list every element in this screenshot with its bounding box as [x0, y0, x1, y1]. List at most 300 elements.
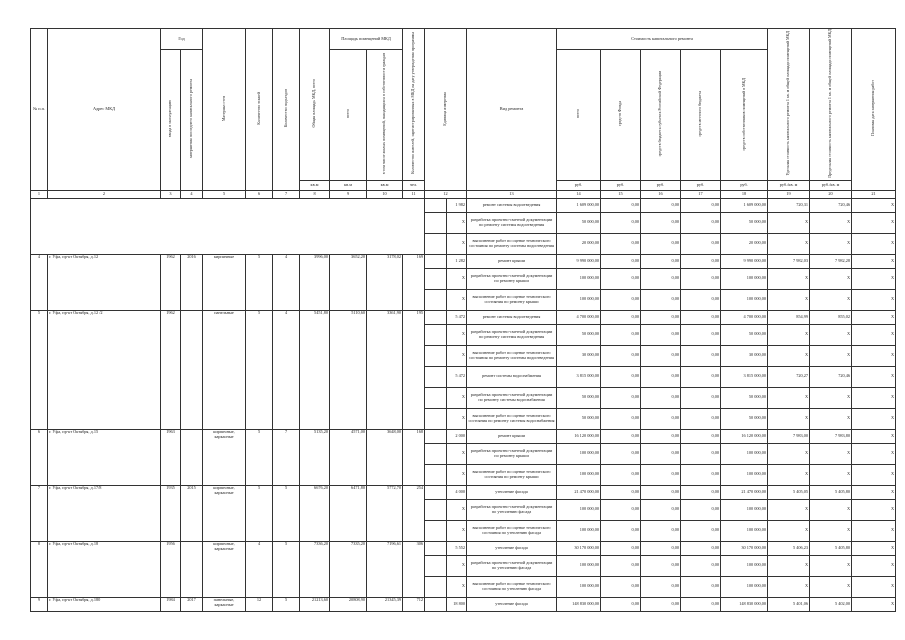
deadline: X	[852, 310, 896, 324]
cost-region: 0,00	[641, 268, 681, 289]
unit-cost: 7 983,00	[768, 429, 810, 443]
unit-cost: X	[768, 345, 810, 366]
blank-cell	[425, 254, 447, 268]
deadline: X	[852, 198, 896, 212]
deadline: X	[852, 408, 896, 429]
area-residential: 5772,70	[367, 485, 403, 541]
cost-fund: 0,00	[601, 387, 641, 408]
work-type: выполнение работ по оценке технического состояния по ремонту системы водоснабжения	[467, 408, 557, 429]
max-cost: X	[810, 499, 852, 520]
last-repair-year: 2017	[181, 597, 203, 611]
commissioning-year: 1963	[161, 429, 181, 485]
table-body	[31, 190, 896, 611]
cost-owners: 100 000,00	[721, 520, 768, 541]
unit-value: X	[447, 499, 467, 520]
unit-value: X	[447, 555, 467, 576]
cost-total: 100 000,00	[557, 268, 601, 289]
wall-material: панельные, каркасные	[203, 597, 246, 611]
cost-owners: 20 000,00	[721, 233, 768, 254]
cost-total: 100 000,00	[557, 443, 601, 464]
cost-local: 0,00	[681, 212, 721, 233]
header-area-group: Площадь помещений МКД	[330, 29, 403, 50]
cost-fund: 0,00	[601, 366, 641, 387]
blank-cell	[425, 324, 447, 345]
house-address: г. Уфа, пр-кт Октября, д.15	[48, 429, 161, 485]
cost-total: 16 120 000,00	[557, 429, 601, 443]
cost-total: 21 470 000,00	[557, 485, 601, 499]
header-cost-owners: средств собственников помещений в МКД	[721, 50, 768, 181]
deadline: X	[852, 212, 896, 233]
cost-owners: 100 000,00	[721, 576, 768, 597]
table-row	[31, 485, 896, 499]
unit-value: 5 472	[447, 366, 467, 387]
cost-fund: 0,00	[601, 408, 641, 429]
unit-cost: X	[768, 268, 810, 289]
cost-fund: 0,00	[601, 212, 641, 233]
header-year-group: Год	[161, 29, 203, 50]
cost-total: 50 000,00	[557, 408, 601, 429]
cost-local: 0,00	[681, 408, 721, 429]
cost-region: 0,00	[641, 233, 681, 254]
column-number: 9	[330, 190, 367, 198]
cost-region: 0,00	[641, 212, 681, 233]
column-number: 11	[403, 190, 425, 198]
cost-owners: 100 000,00	[721, 464, 768, 485]
cost-total: 100 000,00	[557, 576, 601, 597]
cost-local: 0,00	[681, 268, 721, 289]
unit-cost: 720,27	[768, 366, 810, 387]
work-type: разработка проектно-сметной документации по утеплению фасада	[467, 555, 557, 576]
entrances-count: 5	[273, 597, 300, 611]
area-total: 4571,00	[330, 429, 367, 485]
total-area: 6676,20	[300, 485, 330, 541]
blank-cell	[425, 555, 447, 576]
column-number: 6	[246, 190, 273, 198]
unit-sqm: кв.м	[367, 180, 403, 190]
unit-value: X	[447, 345, 467, 366]
header-cost-group: Стоимость капитального ремонта	[557, 29, 768, 50]
unit-cost: X	[768, 555, 810, 576]
cost-local: 0,00	[681, 541, 721, 555]
cost-region: 0,00	[641, 443, 681, 464]
commissioning-year: 1962	[161, 310, 181, 429]
max-cost: X	[810, 464, 852, 485]
blank-cell	[425, 541, 447, 555]
cost-fund: 0,00	[601, 268, 641, 289]
column-number: 14	[557, 190, 601, 198]
area-residential: 7196,61	[367, 541, 403, 597]
unit-cost: X	[768, 443, 810, 464]
column-number: 18	[721, 190, 768, 198]
header-cost-total: всего	[557, 50, 601, 181]
blank-cell	[425, 268, 447, 289]
column-number: 16	[641, 190, 681, 198]
cost-total: 100 000,00	[557, 289, 601, 310]
blank-cell	[425, 387, 447, 408]
max-cost: X	[810, 555, 852, 576]
capital-repair-table	[30, 28, 896, 612]
cost-local: 0,00	[681, 233, 721, 254]
column-number-row	[31, 190, 896, 198]
cost-owners: 30 000,00	[721, 345, 768, 366]
unit-value: X	[447, 443, 467, 464]
house-address: г. Уфа, пр-кт Октября, д.17/8	[48, 485, 161, 541]
unit-sqm: кв.м	[300, 180, 330, 190]
unit-value: 1 982	[447, 198, 467, 212]
cost-fund: 0,00	[601, 233, 641, 254]
cost-local: 0,00	[681, 310, 721, 324]
floors-count: 4	[246, 541, 273, 597]
cost-fund: 0,00	[601, 198, 641, 212]
last-repair-year: 2015	[181, 485, 203, 541]
cost-owners: 3 815 000,00	[721, 366, 768, 387]
work-type: выполнение работ по оценке технического состояния по ремонту крыши	[467, 464, 557, 485]
unit-value: 4 000	[447, 485, 467, 499]
cost-local: 0,00	[681, 520, 721, 541]
max-cost: 720,46	[810, 198, 852, 212]
cost-total: 30 000,00	[557, 345, 601, 366]
house-number: 6	[31, 429, 48, 485]
house-address: г. Уфа, пр-кт Октября, д.12 /2	[48, 310, 161, 429]
cost-local: 0,00	[681, 555, 721, 576]
cost-region: 0,00	[641, 555, 681, 576]
unit-value: X	[447, 289, 467, 310]
cost-owners: 30 170 000,00	[721, 541, 768, 555]
work-type: разработка проектно-сметной документации по ремонту системы водоотведения	[467, 324, 557, 345]
column-number: 10	[367, 190, 403, 198]
header-last-repair: завершения последнего капитального ремонта	[181, 50, 203, 191]
cost-region: 0,00	[641, 520, 681, 541]
cost-local: 0,00	[681, 254, 721, 268]
cost-total: 3 815 000,00	[557, 366, 601, 387]
house-number: 7	[31, 485, 48, 541]
blank-cell	[425, 597, 447, 611]
column-number: 3	[161, 190, 181, 198]
house-number: 4	[31, 254, 48, 310]
cost-local: 0,00	[681, 443, 721, 464]
max-cost: X	[810, 520, 852, 541]
max-cost: 7 982,28	[810, 254, 852, 268]
column-number: 2	[48, 190, 161, 198]
cost-region: 0,00	[641, 429, 681, 443]
wall-material: кирпичные, каркасные	[203, 429, 246, 485]
cost-total: 30 170 000,00	[557, 541, 601, 555]
header-entrances: Количество подъездов	[273, 29, 300, 191]
max-cost: 5 405,80	[810, 541, 852, 555]
deadline: X	[852, 366, 896, 387]
header-deadline: Плановая дата завершения работ	[852, 29, 896, 191]
header-commissioning: ввода в эксплуатацию	[161, 50, 181, 191]
unit-value: X	[447, 520, 467, 541]
header-address: Адрес МКД	[48, 29, 161, 191]
table-row	[31, 310, 896, 324]
cost-total: 20 000,00	[557, 233, 601, 254]
commissioning-year: 1984	[161, 597, 181, 611]
house-address: г. Уфа, пр-кт Октября, д.18	[48, 541, 161, 597]
deadline: X	[852, 443, 896, 464]
cost-total: 9 990 000,00	[557, 254, 601, 268]
cost-local: 0,00	[681, 597, 721, 611]
unit-people: чел.	[403, 180, 425, 190]
column-number: 12	[425, 190, 467, 198]
blank-cell	[425, 499, 447, 520]
wall-material: панельные	[203, 310, 246, 429]
cost-total: 50 000,00	[557, 324, 601, 345]
column-number: 5	[203, 190, 246, 198]
cost-region: 0,00	[641, 345, 681, 366]
blank-cell	[425, 443, 447, 464]
column-number: 7	[273, 190, 300, 198]
unit-value: 2 000	[447, 429, 467, 443]
column-number: 1	[31, 190, 48, 198]
column-number: 21	[852, 190, 896, 198]
cost-owners: 100 000,00	[721, 499, 768, 520]
area-residential: 3648,00	[367, 429, 403, 485]
deadline: X	[852, 345, 896, 366]
cost-total: 100 000,00	[557, 464, 601, 485]
unit-value: X	[447, 268, 467, 289]
header-units: Единица измерения	[425, 29, 467, 191]
table-row	[31, 198, 896, 212]
work-type: ремонт системы водоотведения	[467, 198, 557, 212]
cost-total: 50 000,00	[557, 387, 601, 408]
cost-region: 0,00	[641, 366, 681, 387]
cost-local: 0,00	[681, 499, 721, 520]
cost-region: 0,00	[641, 499, 681, 520]
max-cost: X	[810, 408, 852, 429]
last-repair-year	[181, 541, 203, 597]
blank-cell	[425, 198, 447, 212]
deadline: X	[852, 499, 896, 520]
cost-owners: 100 000,00	[721, 268, 768, 289]
deadline: X	[852, 268, 896, 289]
registered-count: 712	[403, 597, 425, 611]
cost-local: 0,00	[681, 464, 721, 485]
blank-cell	[425, 485, 447, 499]
max-cost: X	[810, 387, 852, 408]
header-wall-material: Материал стен	[203, 29, 246, 191]
blank-cell	[425, 233, 447, 254]
cost-owners: 50 000,00	[721, 408, 768, 429]
total-area: 5451,80	[300, 310, 330, 429]
unit-cost: X	[768, 387, 810, 408]
header-cost-region: средств бюджета субъекта Российской Федерации	[641, 50, 681, 181]
blank-cell	[425, 212, 447, 233]
unit-value: 5 472	[447, 310, 467, 324]
unit-cost: 854,99	[768, 310, 810, 324]
blank-cell	[425, 576, 447, 597]
unit-value: X	[447, 233, 467, 254]
unit-rub: руб.	[681, 180, 721, 190]
cost-fund: 0,00	[601, 555, 641, 576]
unit-cost: 720,31	[768, 198, 810, 212]
work-type: ремонт системы водоснабжения	[467, 366, 557, 387]
max-cost: X	[810, 324, 852, 345]
header-registered: Количество жителей, зарегистрированных в МКД на дату утверждения программы	[403, 29, 425, 181]
unit-sqm: кв.м	[330, 180, 367, 190]
wall-material: кирпичные, каркасные	[203, 541, 246, 597]
cost-local: 0,00	[681, 576, 721, 597]
max-cost: X	[810, 233, 852, 254]
house-address: г. Уфа, пр-кт Октября, д.180	[48, 597, 161, 611]
deadline: X	[852, 289, 896, 310]
unit-value: X	[447, 387, 467, 408]
column-number: 19	[768, 190, 810, 198]
deadline: X	[852, 485, 896, 499]
header-cost-local: средств местного бюджета	[681, 50, 721, 181]
unit-value: 5 552	[447, 541, 467, 555]
blank-cell	[425, 464, 447, 485]
header-cost-fund: средств Фонда	[601, 50, 641, 181]
last-repair-year: 2016	[181, 254, 203, 310]
max-cost: 7 983,80	[810, 429, 852, 443]
work-type: выполнение работ по оценке технического состояния по ремонту крыши	[467, 289, 557, 310]
floors-count: 5	[246, 254, 273, 310]
column-number: 15	[601, 190, 641, 198]
column-number: 4	[181, 190, 203, 198]
unit-cost: X	[768, 408, 810, 429]
max-cost: X	[810, 212, 852, 233]
cost-fund: 0,00	[601, 464, 641, 485]
cost-region: 0,00	[641, 485, 681, 499]
cost-region: 0,00	[641, 597, 681, 611]
blank-cell	[425, 345, 447, 366]
area-total: 7335,20	[330, 541, 367, 597]
deadline: X	[852, 254, 896, 268]
cost-owners: 4 700 000,00	[721, 310, 768, 324]
total-area: 3996,00	[300, 254, 330, 310]
work-type: разработка проектно-сметной документации по утеплению фасада	[467, 499, 557, 520]
deadline: X	[852, 576, 896, 597]
cost-local: 0,00	[681, 429, 721, 443]
entrances-count: 7	[273, 429, 300, 485]
deadline: X	[852, 555, 896, 576]
unit-cost: X	[768, 212, 810, 233]
unit-value: X	[447, 212, 467, 233]
cost-fund: 0,00	[601, 499, 641, 520]
total-area: 21213,60	[300, 597, 330, 611]
registered-count: 306	[403, 541, 425, 597]
blank-cell	[425, 408, 447, 429]
unit-value: 1 282	[447, 254, 467, 268]
cost-local: 0,00	[681, 366, 721, 387]
work-type: выполнение работ по оценке технического состояния по ремонту системы водоотведения	[467, 233, 557, 254]
max-cost: X	[810, 443, 852, 464]
registered-count: 169	[403, 254, 425, 310]
header-unit-cost: Удельная стоимость капитального ремонта 1 кв. м общей площади помещений МКД	[768, 29, 810, 181]
floors-count: 5	[246, 429, 273, 485]
deadline: X	[852, 324, 896, 345]
unit-cost: 5 401,06	[768, 597, 810, 611]
work-type: разработка проектно-сметной документации по ремонту крыши	[467, 268, 557, 289]
cost-region: 0,00	[641, 576, 681, 597]
deadline: X	[852, 541, 896, 555]
header-area-total: всего	[330, 50, 367, 181]
header-total-area: Общая площадь МКД, всего	[300, 29, 330, 181]
cost-region: 0,00	[641, 254, 681, 268]
cost-owners: 16 120 000,00	[721, 429, 768, 443]
max-cost: 855,02	[810, 310, 852, 324]
unit-cost: X	[768, 520, 810, 541]
cost-fund: 0,00	[601, 443, 641, 464]
cost-region: 0,00	[641, 198, 681, 212]
work-type: утепление фасада	[467, 541, 557, 555]
blank-cell	[31, 198, 425, 254]
deadline: X	[852, 429, 896, 443]
header-work-type: Вид ремонта	[467, 29, 557, 191]
blank-cell	[425, 429, 447, 443]
unit-rub-sqm: руб./кв. м	[768, 180, 810, 190]
max-cost: 5 402,00	[810, 597, 852, 611]
cost-owners: 1 609 000,00	[721, 198, 768, 212]
column-number: 20	[810, 190, 852, 198]
entrances-count: 5	[273, 541, 300, 597]
area-total: 20808,90	[330, 597, 367, 611]
total-area: 7336,20	[300, 541, 330, 597]
wall-material: кирпичные, каркасные	[203, 485, 246, 541]
work-type: утепление фасада	[467, 597, 557, 611]
cost-owners: 50 000,00	[721, 212, 768, 233]
cost-owners: 100 000,00	[721, 289, 768, 310]
column-number: 13	[467, 190, 557, 198]
area-total: 5110,60	[330, 310, 367, 429]
max-cost: X	[810, 289, 852, 310]
max-cost: X	[810, 345, 852, 366]
cost-owners: 50 000,00	[721, 324, 768, 345]
cost-total: 100 000,00	[557, 520, 601, 541]
cost-fund: 0,00	[601, 289, 641, 310]
area-residential: 3178,02	[367, 254, 403, 310]
unit-cost: X	[768, 324, 810, 345]
deadline: X	[852, 233, 896, 254]
unit-value: X	[447, 408, 467, 429]
house-number: 5	[31, 310, 48, 429]
blank-cell	[425, 289, 447, 310]
cost-region: 0,00	[641, 324, 681, 345]
column-number: 17	[681, 190, 721, 198]
cost-local: 0,00	[681, 289, 721, 310]
cost-owners: 21 470 000,00	[721, 485, 768, 499]
unit-cost: 5 405,05	[768, 485, 810, 499]
cost-fund: 0,00	[601, 520, 641, 541]
cost-fund: 0,00	[601, 310, 641, 324]
work-type: выполнение работ по оценке технического состояния по утеплению фасада	[467, 576, 557, 597]
column-number: 8	[300, 190, 330, 198]
entrances-count: 4	[273, 254, 300, 310]
house-address: г. Уфа, пр-кт Октября, д.12	[48, 254, 161, 310]
cost-local: 0,00	[681, 345, 721, 366]
cost-region: 0,00	[641, 464, 681, 485]
deadline: X	[852, 387, 896, 408]
table-row	[31, 429, 896, 443]
deadline: X	[852, 464, 896, 485]
cost-region: 0,00	[641, 387, 681, 408]
area-residential: 3361,90	[367, 310, 403, 429]
cost-local: 0,00	[681, 485, 721, 499]
header-area-residential: в том числе жилых помещений, находящихся в собственности граждан	[367, 50, 403, 181]
commissioning-year: 1962	[161, 254, 181, 310]
max-cost: 720,46	[810, 366, 852, 387]
cost-total: 50 000,00	[557, 212, 601, 233]
work-type: утепление фасада	[467, 485, 557, 499]
cost-owners: 100 000,00	[721, 555, 768, 576]
work-type: разработка проектно-сметной документации по ремонту системы водоснабжения	[467, 387, 557, 408]
header-floors: Количество этажей	[246, 29, 273, 191]
work-type: разработка проектно-сметной документации по ремонту крыши	[467, 443, 557, 464]
cost-fund: 0,00	[601, 576, 641, 597]
table-row	[31, 541, 896, 555]
unit-rub: руб.	[721, 180, 768, 190]
